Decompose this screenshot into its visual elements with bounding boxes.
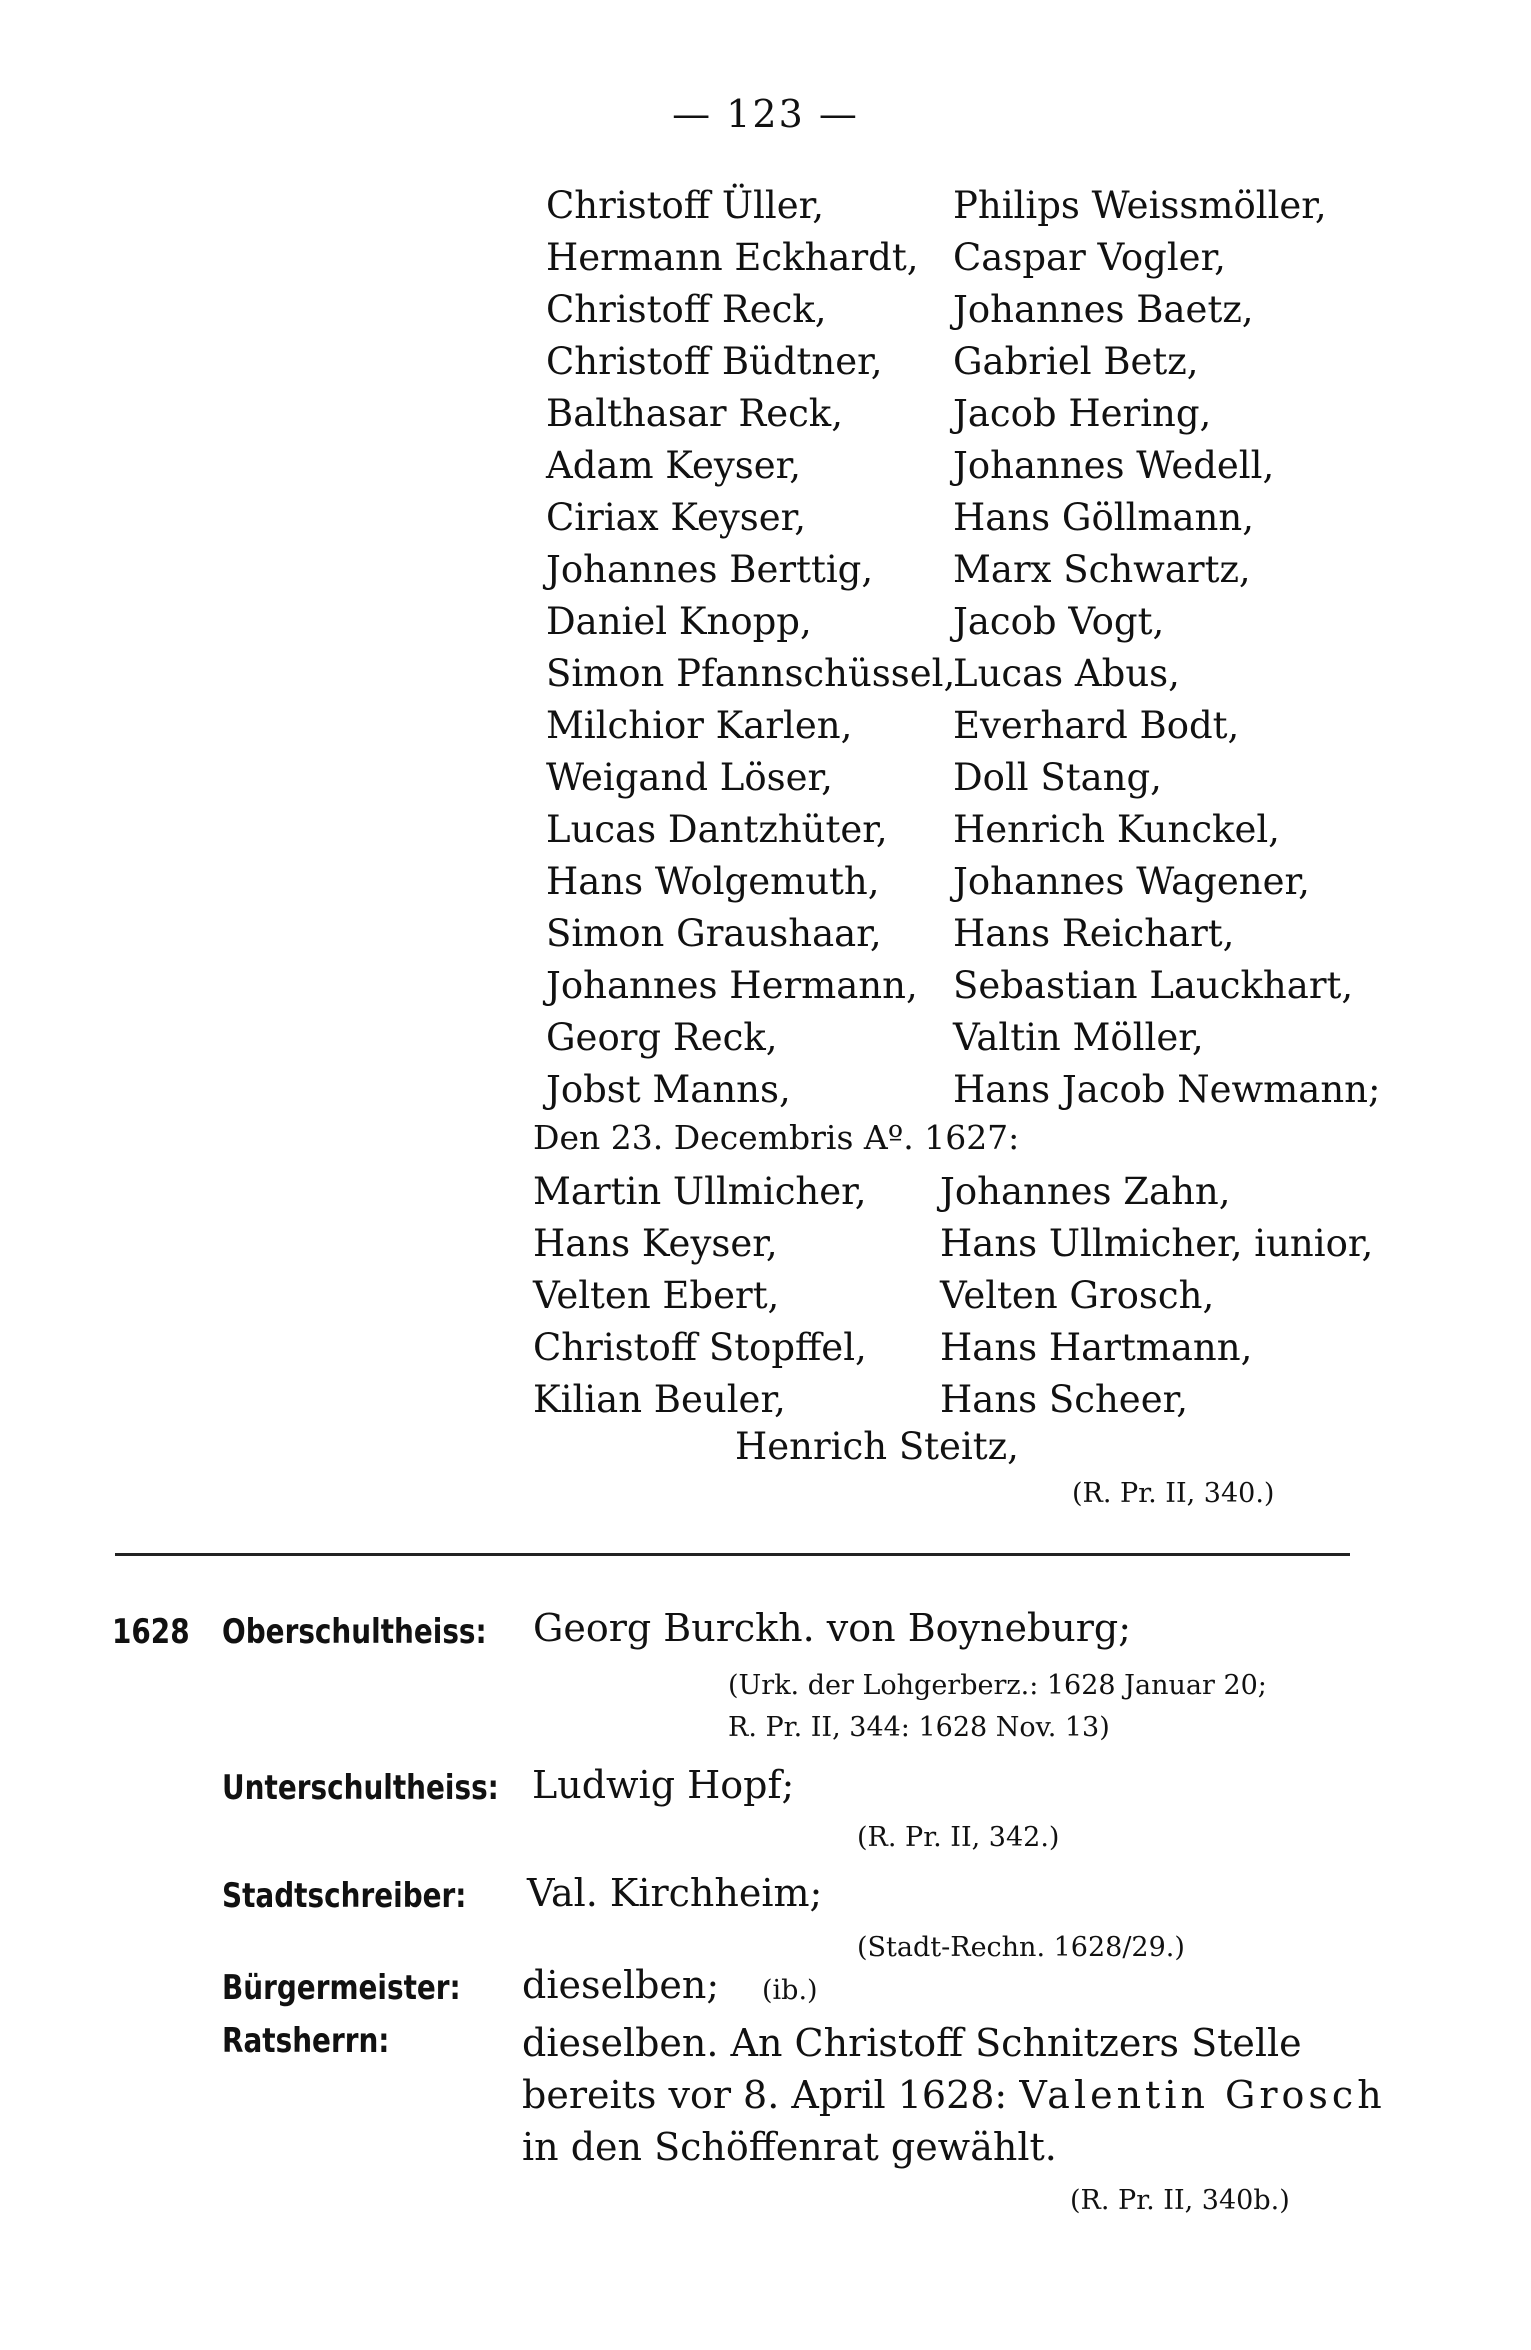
name-entry: Daniel Knopp, (546, 600, 812, 643)
ratsherrn-text-1: dieselben. An Christoff Schnitzers Stelle (522, 2021, 1302, 2065)
label-unterschultheiss: Unterschultheiss: (222, 1768, 499, 1808)
name-entry: Lucas Abus, (953, 652, 1180, 695)
ref-buergermeister: (ib.) (762, 1975, 818, 2006)
page-number: — 123 — (672, 92, 859, 136)
ratsherrn-line-1 (522, 2017, 1337, 2069)
name-entry: Hans Reichart, (953, 912, 1235, 955)
name-list-2-left-column (533, 1166, 867, 1426)
ref-ratsherrn: (R. Pr. II, 340b.) (1070, 2185, 1290, 2216)
name-entry: Gabriel Betz, (953, 340, 1199, 383)
name-entry: Henrich Kunckel, (953, 808, 1280, 851)
value-buergermeister: dieselben; (522, 1963, 720, 2007)
ratsherrn-text-2: bereits vor 8. April 1628: (522, 2073, 1008, 2117)
name-entry: Christoff Stopffel, (533, 1326, 867, 1369)
name-entry: Philips Weissmöller, (953, 184, 1327, 227)
name-entry: Marx Schwartz, (953, 548, 1251, 591)
ratsherrn-line-3 (522, 2121, 1342, 2173)
name-entry: Johannes Baetz, (953, 288, 1254, 331)
name-list-right-column (953, 180, 1380, 1116)
name-entry: Balthasar Reck, (546, 392, 843, 435)
name-entry: Martin Ullmicher, (533, 1170, 867, 1213)
ratsherrn-spaced-name: Valentin Grosch (1019, 2073, 1386, 2117)
name-entry: Hans Göllmann, (953, 496, 1254, 539)
name-entry: Hans Hartmann, (940, 1326, 1253, 1369)
name-entry: Sebastian Lauckhart, (953, 964, 1354, 1007)
ref-unterschultheiss: (R. Pr. II, 342.) (857, 1822, 1060, 1853)
name-entry: Hans Jacob Newmann; (953, 1068, 1381, 1111)
date-line: Den 23. Decembris Aº. 1627: (533, 1118, 1020, 1157)
ratsherrn-paragraph (522, 2017, 1386, 2173)
name-entry: Hermann Eckhardt, (546, 236, 919, 279)
name-entry: Kilian Beuler, (533, 1378, 786, 1421)
value-unterschultheiss: Ludwig Hopf; (532, 1763, 795, 1807)
name-list-left-column (546, 180, 955, 1116)
section-divider (115, 1553, 1350, 1556)
name-entry: Christoff Üller, (546, 184, 824, 227)
name-entry: Georg Reck, (546, 1016, 778, 1059)
name-entry: Hans Ullmicher, iunior, (940, 1222, 1374, 1265)
section-year: 1628 (112, 1612, 190, 1652)
ratsherrn-text-3: in den Schöffenrat gewählt. (522, 2125, 1057, 2169)
name-entry: Hans Keyser, (533, 1222, 778, 1265)
name-entry: Lucas Dantzhüter, (546, 808, 888, 851)
name-entry: Jacob Vogt, (953, 600, 1165, 643)
name-entry: Hans Wolgemuth, (546, 860, 880, 903)
value-stadtschreiber: Val. Kirchheim; (527, 1871, 823, 1915)
name-entry: Hans Scheer, (940, 1378, 1188, 1421)
name-entry: Johannes Berttig, (546, 548, 874, 591)
name-entry: Simon Pfannschüssel, (546, 652, 956, 695)
name-entry: Jobst Manns, (546, 1068, 791, 1111)
label-buergermeister: Bürgermeister: (222, 1968, 461, 2008)
name-entry: Caspar Vogler, (953, 236, 1226, 279)
name-entry: Christoff Reck, (546, 288, 827, 331)
name-entry: Milchior Karlen, (546, 704, 853, 747)
ref-oberschultheiss-2: R. Pr. II, 344: 1628 Nov. 13) (728, 1712, 1110, 1743)
value-oberschultheiss: Georg Burckh. von Boyneburg; (533, 1606, 1132, 1650)
ref-oberschultheiss-1: (Urk. der Lohgerberz.: 1628 Januar 20; (728, 1670, 1267, 1701)
name-entry: Johannes Wedell, (953, 444, 1275, 487)
label-ratsherrn: Ratsherrn: (222, 2021, 390, 2061)
name-entry: Velten Ebert, (533, 1274, 780, 1317)
name-entry: Everhard Bodt, (953, 704, 1240, 747)
name-entry: Weigand Löser, (546, 756, 833, 799)
name-list-2-right-column (940, 1166, 1373, 1426)
name-entry: Simon Graushaar, (546, 912, 882, 955)
name-entry: Johannes Wagener, (953, 860, 1310, 903)
name-entry: Jacob Hering, (953, 392, 1212, 435)
name-entry: Johannes Zahn, (940, 1170, 1231, 1213)
label-oberschultheiss: Oberschultheiss: (222, 1612, 487, 1652)
name-entry: Valtin Möller, (953, 1016, 1204, 1059)
name-entry: Johannes Hermann, (546, 964, 918, 1007)
label-stadtschreiber: Stadtschreiber: (222, 1876, 467, 1916)
name-entry: Christoff Büdtner, (546, 340, 883, 383)
reference-note: (R. Pr. II, 340.) (1072, 1478, 1275, 1509)
centered-name: Henrich Steitz, (735, 1425, 1019, 1468)
name-entry: Adam Keyser, (546, 444, 802, 487)
name-entry: Ciriax Keyser, (546, 496, 807, 539)
ratsherrn-line-2 (522, 2069, 1386, 2121)
name-entry: Doll Stang, (953, 756, 1162, 799)
name-entry: Velten Grosch, (940, 1274, 1215, 1317)
ref-stadtschreiber: (Stadt-Rechn. 1628/29.) (857, 1932, 1185, 1963)
